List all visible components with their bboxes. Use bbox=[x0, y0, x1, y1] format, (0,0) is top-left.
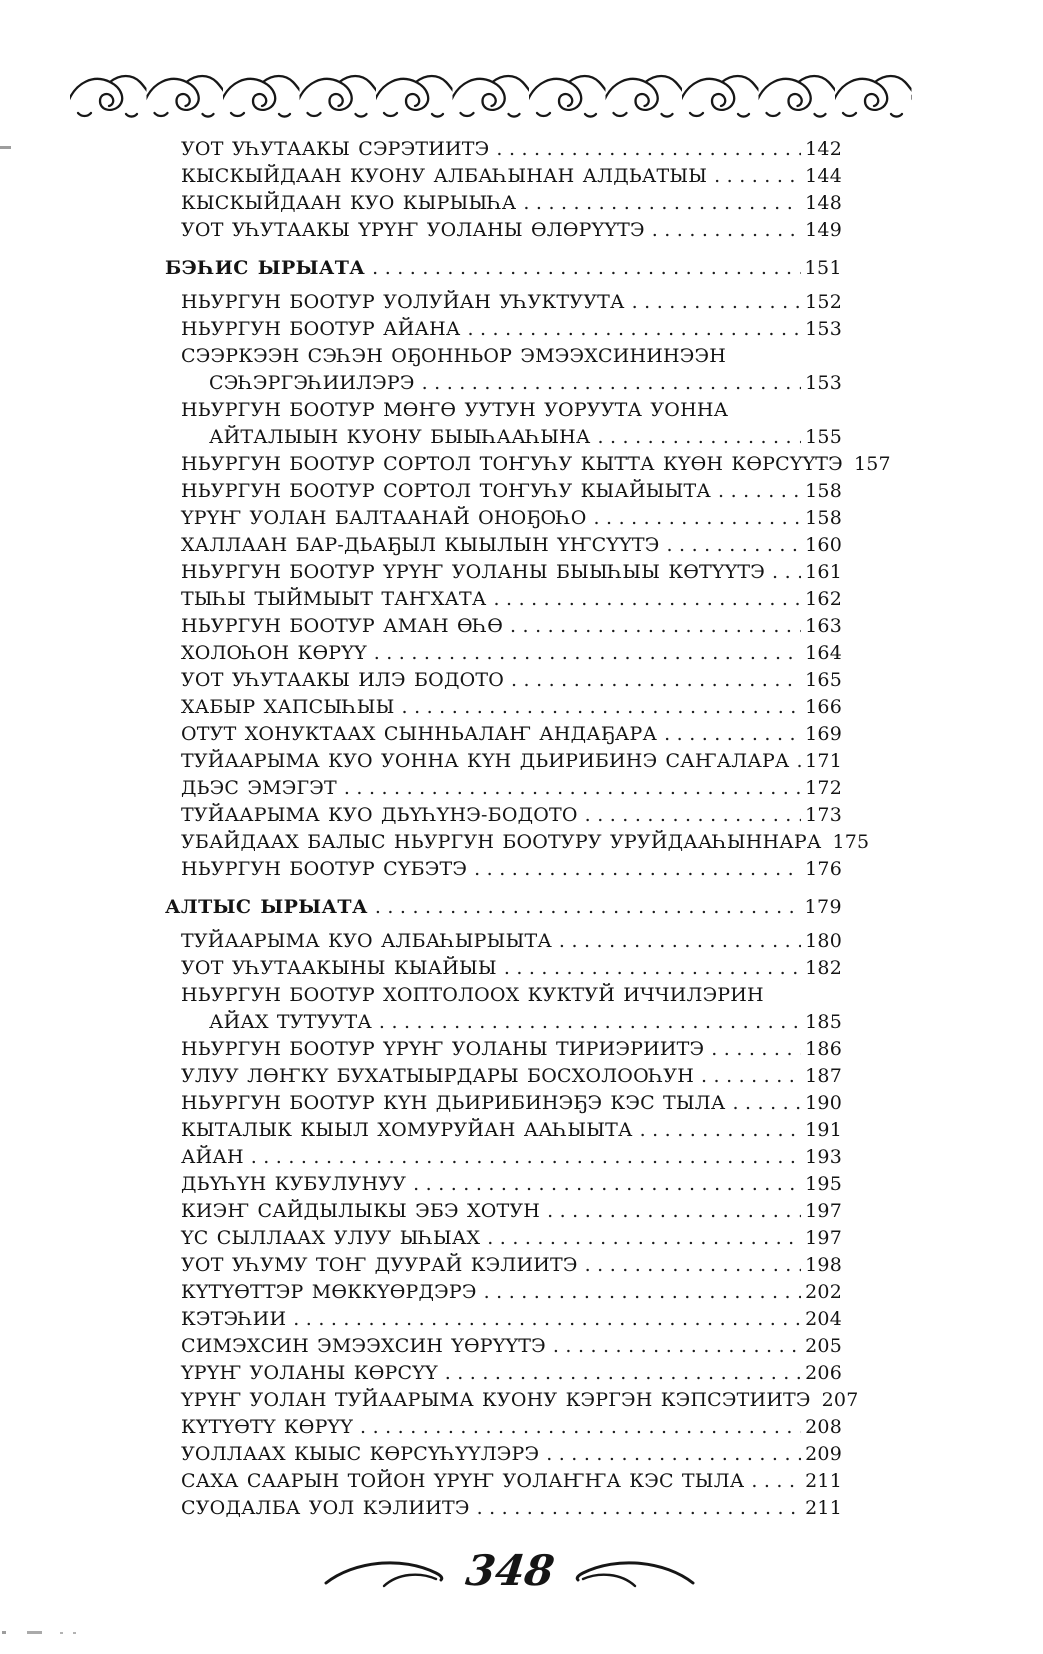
toc-entry-title: ОТУТ ХОНУКТААХ СЫННЬАЛАҤ АНДАҔАРА bbox=[181, 723, 658, 745]
toc-entry-page: 193 bbox=[805, 1146, 842, 1168]
toc-entry-page: 182 bbox=[805, 957, 842, 979]
toc-entry-page: 185 bbox=[805, 1011, 842, 1033]
dot-leader bbox=[585, 1252, 802, 1279]
toc-entry-title: УЛУУ ЛӨҤКҮ БУХАТЫЫРДАРЫ БОСХОЛООҺУН bbox=[181, 1065, 694, 1087]
dot-leader bbox=[445, 1360, 801, 1387]
toc-entry-title: НЬУРГУН БООТУР УОЛУЙАН УҺУКТУУТА bbox=[181, 291, 625, 313]
toc-entry-title: КҮТҮӨТТЭР МӨККҮӨРДЭРЭ bbox=[181, 1281, 477, 1303]
toc-row bbox=[165, 424, 842, 451]
toc-entry-title: АЙТАЛЫЫН КУОНУ БЫЫҺААҺЫНА bbox=[209, 426, 591, 448]
toc-entry-title: СУОДАЛБА УОЛ КЭЛИИТЭ bbox=[181, 1497, 470, 1519]
toc-row bbox=[165, 586, 842, 613]
dot-leader bbox=[667, 532, 802, 559]
toc-entry-page: 195 bbox=[805, 1173, 842, 1195]
toc-row bbox=[165, 478, 842, 505]
toc-entry-title: НЬУРГУН БООТУР ҮРҮҤ УОЛАНЫ БЫЫҺЫЫ КӨТҮҮТЭ bbox=[181, 561, 766, 583]
toc-row bbox=[165, 928, 842, 955]
toc-entry-page: 142 bbox=[805, 138, 842, 160]
toc-entry-page: 149 bbox=[805, 219, 842, 241]
dot-leader bbox=[711, 1036, 801, 1063]
toc-entry-page: 208 bbox=[805, 1416, 842, 1438]
toc-row bbox=[165, 856, 842, 883]
toc-row bbox=[165, 163, 842, 190]
toc-row bbox=[165, 217, 842, 244]
dot-leader bbox=[360, 1414, 801, 1441]
toc-row bbox=[165, 1036, 842, 1063]
toc-entry-title: ДЬЭС ЭМЭГЭТ bbox=[181, 777, 337, 799]
toc-row bbox=[165, 370, 842, 397]
dot-leader bbox=[652, 217, 801, 244]
dot-leader bbox=[547, 1198, 801, 1225]
toc-row bbox=[165, 640, 842, 667]
dot-leader bbox=[718, 478, 801, 505]
dot-leader bbox=[379, 1009, 801, 1036]
dot-leader bbox=[402, 694, 802, 721]
scan-speckle bbox=[60, 1632, 63, 1634]
toc-entry-page: 153 bbox=[805, 372, 842, 394]
toc-entry-page: 163 bbox=[805, 615, 842, 637]
toc-entry-page: 169 bbox=[805, 723, 842, 745]
toc-entry-page: 148 bbox=[805, 192, 842, 214]
toc-row bbox=[165, 1360, 842, 1387]
toc-row bbox=[165, 451, 891, 478]
toc-entry-page: 207 bbox=[821, 1389, 859, 1411]
toc-entry-page: 165 bbox=[805, 669, 842, 691]
toc-entry-page: 190 bbox=[805, 1092, 842, 1114]
toc-entry-title: НЬУРГУН БООТУР МӨҤӨ УУТУН УОРУУТА УОННА bbox=[181, 399, 729, 421]
toc-row bbox=[165, 955, 842, 982]
toc-entry-title: НЬУРГУН БООТУР АЙАНА bbox=[181, 318, 461, 340]
dot-leader bbox=[477, 1495, 802, 1522]
toc-entry-title: ДЬҮҺҮН КУБУЛУНУУ bbox=[181, 1173, 407, 1195]
toc-row bbox=[165, 1279, 842, 1306]
toc-row bbox=[165, 505, 842, 532]
toc-entry-page: 144 bbox=[805, 165, 842, 187]
toc-entry-title: НЬУРГУН БООТУР СҮБЭТЭ bbox=[181, 858, 468, 880]
dot-leader bbox=[664, 721, 801, 748]
toc-entry-page: 186 bbox=[805, 1038, 842, 1060]
dot-leader bbox=[511, 667, 801, 694]
toc-entry-page: 176 bbox=[805, 858, 842, 880]
toc-entry-page: 172 bbox=[805, 777, 842, 799]
dot-leader bbox=[701, 1063, 801, 1090]
toc-entry-page: 204 bbox=[805, 1308, 842, 1330]
dot-leader bbox=[593, 505, 801, 532]
toc-entry-title: КЫСКЫЙДААН КУОНУ АЛБАҺЫНАН АЛДЬАТЫЫ bbox=[181, 165, 708, 187]
toc-entry-page: 179 bbox=[804, 896, 842, 918]
toc-entry-page: 158 bbox=[805, 507, 842, 529]
toc-row bbox=[165, 1495, 842, 1522]
dot-leader bbox=[732, 1090, 801, 1117]
toc-row bbox=[165, 289, 842, 316]
toc-entry-title: НЬУРГУН БООТУР КҮН ДЬИРИБИНЭҔЭ КЭС ТЫЛА bbox=[181, 1092, 726, 1114]
page-footer bbox=[0, 1546, 1031, 1596]
dot-leader bbox=[487, 1225, 801, 1252]
toc-entry-page: 205 bbox=[805, 1335, 842, 1357]
toc-row bbox=[165, 1333, 842, 1360]
toc-entry-page: 166 bbox=[805, 696, 842, 718]
toc-entry-title: АЛТЫС ЫРЫАТА bbox=[165, 896, 368, 918]
toc-entry-page: 164 bbox=[805, 642, 842, 664]
toc-row bbox=[165, 316, 842, 343]
toc-entry-title: БЭҺИС ЫРЫАТА bbox=[165, 257, 366, 279]
toc-entry-page: 161 bbox=[805, 561, 842, 583]
toc-row bbox=[165, 775, 842, 802]
toc-entry-page: 187 bbox=[805, 1065, 842, 1087]
scroll-wave-border-ornament bbox=[70, 72, 912, 120]
toc-entry-title: НЬУРГУН БООТУР СОРТОЛ ТОҤУҺУ КЫТТА КҮӨН КӨРСҮҮТЭ bbox=[181, 453, 843, 475]
toc-entry-page: 152 bbox=[805, 291, 842, 313]
toc-entry-page: 197 bbox=[805, 1227, 842, 1249]
toc-row bbox=[165, 559, 842, 586]
toc-row bbox=[165, 802, 842, 829]
toc-entry-title: СЭҺЭРГЭҺИИЛЭРЭ bbox=[209, 372, 415, 394]
toc-row bbox=[165, 748, 842, 775]
toc-entry-page: 173 bbox=[805, 804, 842, 826]
dot-leader bbox=[546, 1441, 801, 1468]
toc-entry-page: 211 bbox=[805, 1497, 842, 1519]
toc-entry-title: УБАЙДААХ БАЛЫС НЬУРГУН БООТУРУ УРУЙДААҺЫННАРА bbox=[181, 831, 822, 853]
toc-row bbox=[165, 1387, 859, 1414]
toc-row bbox=[165, 1009, 842, 1036]
toc-entry-title: УОТ УҺУТААКЫНЫ КЫАЙЫЫ bbox=[181, 957, 497, 979]
toc-row bbox=[165, 667, 842, 694]
toc-row bbox=[165, 255, 842, 282]
scan-speckle bbox=[73, 1632, 76, 1634]
toc-row bbox=[165, 1225, 842, 1252]
toc-entry-page: 153 bbox=[805, 318, 842, 340]
toc-entry-title: САХА СААРЫН ТОЙОН ҮРҮҤ УОЛАҤҤА КЭС ТЫЛА bbox=[181, 1470, 745, 1492]
dot-leader bbox=[251, 1144, 801, 1171]
toc-entry-title: ТУЙААРЫМА КУО АЛБАҺЫРЫЫТА bbox=[181, 930, 552, 952]
dot-leader bbox=[523, 190, 801, 217]
toc-entry-page: 191 bbox=[805, 1119, 842, 1141]
toc-entry-page: 155 bbox=[805, 426, 842, 448]
toc-entry-title: КЭТЭҺИИ bbox=[181, 1308, 287, 1330]
footer-flourish-left-icon bbox=[322, 1552, 454, 1594]
toc-entry-title: НЬУРГУН БООТУР ХОПТОЛООХ КУКТУЙ ИЧЧИЛЭРИН bbox=[181, 984, 764, 1006]
toc-entry-title: ҮРҮҤ УОЛАН ТУЙААРЫМА КУОНУ КЭРГЭН КЭПСЭТИИТЭ bbox=[181, 1389, 811, 1411]
toc-row bbox=[165, 1063, 842, 1090]
toc-entry-title: ҮС СЫЛЛААХ УЛУУ ЫҺЫАХ bbox=[181, 1227, 481, 1249]
toc-row bbox=[165, 1117, 842, 1144]
toc-entry-page: 211 bbox=[805, 1470, 842, 1492]
dot-leader bbox=[422, 370, 801, 397]
toc-row bbox=[165, 694, 842, 721]
dot-leader bbox=[293, 1306, 801, 1333]
dot-leader bbox=[632, 289, 802, 316]
page-number: 348 bbox=[462, 1546, 557, 1595]
toc-entry-page: 197 bbox=[805, 1200, 842, 1222]
toc-entry-title: УОЛЛААХ КЫЫС КӨРСҮҺҮҮЛЭРЭ bbox=[181, 1443, 540, 1465]
toc-entry-title: УОТ УҺУМУ ТОҤ ДУУРАЙ КЭЛИИТЭ bbox=[181, 1254, 578, 1276]
toc-entry-title: ХОЛОҺОН КӨРҮҮ bbox=[181, 642, 367, 664]
dot-leader bbox=[640, 1117, 802, 1144]
dot-leader bbox=[553, 1333, 801, 1360]
dot-leader bbox=[496, 136, 801, 163]
toc-row bbox=[165, 532, 842, 559]
toc-row bbox=[165, 136, 842, 163]
toc-row bbox=[165, 1171, 842, 1198]
toc-entry-page: 202 bbox=[805, 1281, 842, 1303]
toc-entry-title: НЬУРГУН БООТУР СОРТОЛ ТОҤУҺУ КЫАЙЫЫТА bbox=[181, 480, 712, 502]
toc-row bbox=[165, 1252, 842, 1279]
toc-entry-title: КҮТҮӨТҮ КӨРҮҮ bbox=[181, 1416, 354, 1438]
toc-entry-title: ХАБЫР ХАПСЫҺЫЫ bbox=[181, 696, 395, 718]
toc-entry-title: НЬУРГУН БООТУР ҮРҮҤ УОЛАНЫ ТИРИЭРИИТЭ bbox=[181, 1038, 705, 1060]
toc-entry-title: ТУЙААРЫМА КУО ДЬҮҺҮНЭ-БОДОТО bbox=[181, 804, 578, 826]
toc-entry-page: 160 bbox=[805, 534, 842, 556]
toc-entry-title: СЭЭРКЭЭН СЭҺЭН ОҔОННЬОР ЭМЭЭХСИНИНЭЭН bbox=[181, 345, 727, 367]
toc-row bbox=[165, 1441, 842, 1468]
toc-row bbox=[165, 982, 842, 1009]
dot-leader bbox=[372, 255, 800, 282]
toc-row bbox=[165, 721, 842, 748]
toc-entry-title: АЙАХ ТУТУУТА bbox=[209, 1011, 372, 1033]
toc-entry-page: 175 bbox=[832, 831, 870, 853]
toc-entry-title: НЬУРГУН БООТУР АМАН ӨҺӨ bbox=[181, 615, 503, 637]
dot-leader bbox=[585, 802, 801, 829]
dot-leader bbox=[751, 1468, 801, 1495]
toc-row bbox=[165, 1468, 842, 1495]
toc-entry-page: 206 bbox=[805, 1362, 842, 1384]
toc-entry-page: 157 bbox=[853, 453, 891, 475]
toc-row bbox=[165, 1144, 842, 1171]
toc-entry-page: 198 bbox=[805, 1254, 842, 1276]
toc-entry-title: УОТ УҺУТААКЫ ҮРҮҤ УОЛАНЫ ӨЛӨРҮҮТЭ bbox=[181, 219, 645, 241]
dot-leader bbox=[484, 1279, 802, 1306]
toc-list bbox=[165, 136, 891, 1522]
dot-leader bbox=[797, 748, 802, 775]
toc-entry-page: 162 bbox=[805, 588, 842, 610]
dot-leader bbox=[344, 775, 801, 802]
toc-entry-title: ҮРҮҤ УОЛАНЫ КӨРСҮҮ bbox=[181, 1362, 438, 1384]
toc-entry-page: 158 bbox=[805, 480, 842, 502]
toc-entry-title: ТЫҺЫ ТЫЙМЫЫТ ТАҤХАТА bbox=[181, 588, 487, 610]
toc-row bbox=[165, 894, 842, 921]
toc-entry-page: 151 bbox=[804, 257, 842, 279]
toc-row bbox=[165, 190, 842, 217]
dot-leader bbox=[375, 894, 801, 921]
toc-entry-title: КИЭҤ САЙДЫЛЫКЫ ЭБЭ ХОТУН bbox=[181, 1200, 541, 1222]
dot-leader bbox=[467, 316, 801, 343]
dot-leader bbox=[474, 856, 801, 883]
dot-leader bbox=[374, 640, 801, 667]
toc-row bbox=[165, 343, 842, 370]
toc-entry-title: СИМЭХСИН ЭМЭЭХСИН ҮӨРҮҮТЭ bbox=[181, 1335, 546, 1357]
toc-entry-title: ХАЛЛААН БАР-ДЬАҔЫЛ КЫЫЛЫН ҮҤСҮҮТЭ bbox=[181, 534, 660, 556]
dot-leader bbox=[510, 613, 801, 640]
toc-entry-page: 171 bbox=[805, 750, 842, 772]
dot-leader bbox=[597, 424, 801, 451]
toc-row bbox=[165, 397, 842, 424]
dot-leader bbox=[714, 163, 801, 190]
dot-leader bbox=[772, 559, 801, 586]
toc-entry-title: УОТ УҺУТААКЫ ИЛЭ БОДОТО bbox=[181, 669, 505, 691]
toc-row bbox=[165, 1198, 842, 1225]
toc-row bbox=[165, 1414, 842, 1441]
toc-entry-title: АЙАН bbox=[181, 1146, 244, 1168]
dot-leader bbox=[413, 1171, 801, 1198]
toc-entry-page: 209 bbox=[805, 1443, 842, 1465]
scan-speckle bbox=[27, 1631, 42, 1634]
toc-entry-title: ТУЙААРЫМА КУО УОННА КҮН ДЬИРИБИНЭ САҤАЛАРА bbox=[181, 750, 790, 772]
scan-speckle bbox=[2, 1631, 6, 1634]
dot-leader bbox=[504, 955, 801, 982]
scan-speckle bbox=[0, 146, 11, 149]
toc-entry-title: КЫТАЛЫК КЫЫЛ ХОМУРУЙАН ААҺЫЫТА bbox=[181, 1119, 633, 1141]
toc-entry-title: ҮРҮҤ УОЛАН БАЛТААНАЙ ОНОҔОҺО bbox=[181, 507, 587, 529]
toc-row bbox=[165, 829, 870, 856]
toc-row bbox=[165, 1090, 842, 1117]
dot-leader bbox=[494, 586, 802, 613]
toc-row bbox=[165, 613, 842, 640]
footer-flourish-right-icon bbox=[565, 1552, 697, 1594]
toc-entry-title: УОТ УҺУТААКЫ СЭРЭТИИТЭ bbox=[181, 138, 490, 160]
toc-row bbox=[165, 1306, 842, 1333]
toc-entry-page: 180 bbox=[805, 930, 842, 952]
toc-entry-title: КЫСКЫЙДААН КУО КЫРЫЫҺА bbox=[181, 192, 517, 214]
dot-leader bbox=[559, 928, 801, 955]
